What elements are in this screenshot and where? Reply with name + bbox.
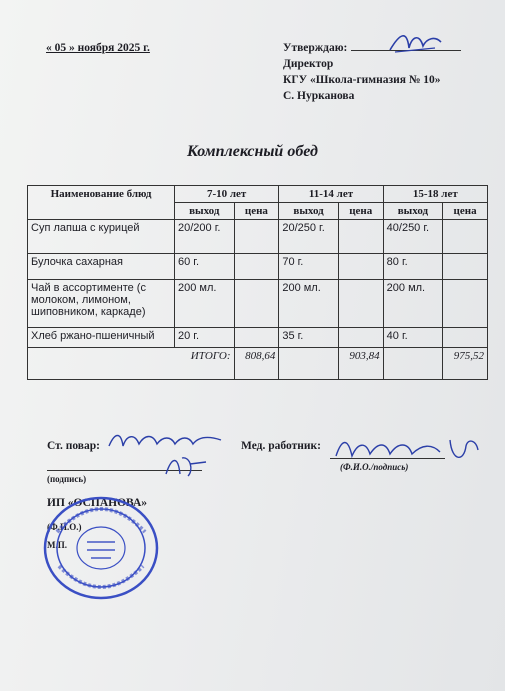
table-header-row bbox=[28, 186, 488, 203]
output-cell: 200 мл. bbox=[279, 280, 339, 328]
dish-name: Чай в ассортименте (с молоком, лимоном, шиповником, каркаде) bbox=[28, 280, 175, 328]
price-subheader: цена bbox=[234, 203, 279, 220]
price-cell bbox=[234, 280, 279, 328]
total-label: ИТОГО: bbox=[28, 348, 235, 380]
output-cell: 70 г. bbox=[279, 254, 339, 280]
price-cell bbox=[443, 254, 488, 280]
output-cell: 20/200 г. bbox=[175, 220, 235, 254]
output-subheader: выход bbox=[175, 203, 235, 220]
price-subheader: цена bbox=[338, 203, 383, 220]
total-value: 975,52 bbox=[443, 348, 488, 380]
cook-initials bbox=[160, 450, 210, 480]
price-cell bbox=[338, 280, 383, 328]
table-row bbox=[28, 280, 488, 328]
medic-label: Мед. работник: bbox=[241, 440, 321, 452]
ip-label: ИП «ОСПАНОВА» bbox=[47, 497, 148, 509]
total-value: 903,84 bbox=[338, 348, 383, 380]
output-cell: 200 мл. bbox=[175, 280, 235, 328]
output-cell: 20 г. bbox=[175, 328, 235, 348]
price-cell bbox=[338, 220, 383, 254]
medic-caption: (Ф.И.О./подпись) bbox=[340, 462, 409, 472]
cook-label: Ст. повар: bbox=[47, 440, 100, 452]
director-signature bbox=[385, 28, 445, 58]
price-cell bbox=[234, 254, 279, 280]
dish-name: Хлеб ржано-пшеничный bbox=[28, 328, 175, 348]
price-subheader: цена bbox=[443, 203, 488, 220]
price-cell bbox=[234, 220, 279, 254]
price-cell bbox=[234, 328, 279, 348]
round-stamp-icon bbox=[37, 492, 165, 604]
menu-table bbox=[27, 185, 488, 380]
total-row bbox=[28, 348, 488, 380]
table-row bbox=[28, 328, 488, 348]
price-cell bbox=[338, 254, 383, 280]
document-date: « 05 » ноября 2025 г. bbox=[46, 42, 150, 54]
approve-label: Утверждаю: bbox=[283, 42, 348, 54]
output-cell: 80 г. bbox=[383, 254, 443, 280]
price-cell bbox=[443, 220, 488, 254]
table-row bbox=[28, 220, 488, 254]
dish-name: Булочка сахарная bbox=[28, 254, 175, 280]
output-cell bbox=[279, 348, 339, 380]
age-group-header: 11-14 лет bbox=[279, 186, 383, 203]
output-cell: 40/250 г. bbox=[383, 220, 443, 254]
age-group-header: 7-10 лет bbox=[175, 186, 279, 203]
total-value: 808,64 bbox=[234, 348, 279, 380]
director-name: С. Нурканова bbox=[283, 90, 355, 102]
price-cell bbox=[338, 328, 383, 348]
mp-label: М.П. bbox=[47, 540, 67, 550]
price-cell bbox=[443, 280, 488, 328]
page-title: Комплексный обед bbox=[187, 143, 318, 160]
organization-name: КГУ «Школа-гимназия № 10» bbox=[283, 74, 441, 86]
output-cell: 200 мл. bbox=[383, 280, 443, 328]
output-subheader: выход bbox=[383, 203, 443, 220]
table-row bbox=[28, 254, 488, 280]
output-subheader: выход bbox=[279, 203, 339, 220]
director-position: Директор bbox=[283, 58, 334, 70]
dish-column-header: Наименование блюд bbox=[28, 186, 175, 220]
output-cell: 35 г. bbox=[279, 328, 339, 348]
output-cell bbox=[383, 348, 443, 380]
output-cell: 60 г. bbox=[175, 254, 235, 280]
fio-label: (Ф.И.О.) bbox=[47, 522, 82, 532]
age-group-header: 15-18 лет bbox=[383, 186, 487, 203]
output-cell: 20/250 г. bbox=[279, 220, 339, 254]
output-cell: 40 г. bbox=[383, 328, 443, 348]
signature-caption: (подпись) bbox=[47, 474, 87, 484]
dish-name: Суп лапша с курицей bbox=[28, 220, 175, 254]
price-cell bbox=[443, 328, 488, 348]
cook-signature bbox=[105, 428, 225, 452]
